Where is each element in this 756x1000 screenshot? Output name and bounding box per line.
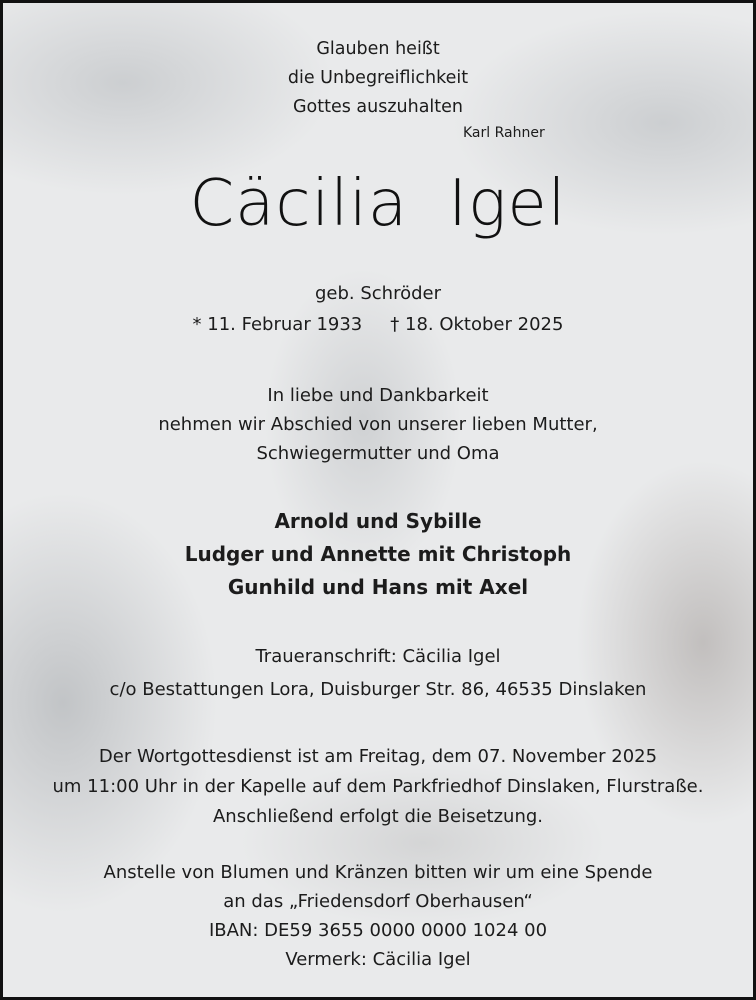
address-line: Traueranschrift: Cäcilia Igel xyxy=(255,646,501,667)
death-date: † 18. Oktober 2025 xyxy=(390,314,564,335)
service-line: um 11:00 Uhr in der Kapelle auf dem Parkfriedhof Dinslaken, Flurstraße. xyxy=(52,776,704,797)
obituary-notice xyxy=(3,3,753,997)
donation-reference: Vermerk: Cäcilia Igel xyxy=(285,949,471,970)
service-line: Der Wortgottesdienst ist am Freitag, dem 07. November 2025 xyxy=(98,746,658,767)
quote-author: Karl Rahner xyxy=(463,125,545,141)
address-line: c/o Bestattungen Lora, Duisburger Str. 86, 46535 Dinslaken xyxy=(109,679,647,700)
mourner: Gunhild und Hans mit Axel xyxy=(227,575,529,599)
quote-line: Gottes auszuhalten xyxy=(292,97,464,117)
birth-date: * 11. Februar 1933 xyxy=(192,314,363,335)
farewell-line: nehmen wir Abschied von unserer lieben Mutter, xyxy=(158,414,598,435)
life-dates xyxy=(3,314,753,336)
donation-line: Anstelle von Blumen und Kränzen bitten wir um eine Spende xyxy=(103,862,653,883)
mourner: Ludger und Annette mit Christoph xyxy=(184,542,572,566)
farewell-line: Schwiegermutter und Oma xyxy=(256,443,500,464)
farewell-line: In liebe und Dankbarkeit xyxy=(267,385,489,406)
donation-line: an das „Friedensdorf Oberhausen“ xyxy=(223,891,533,912)
quote-line: Glauben heißt xyxy=(316,39,440,59)
service-line: Anschließend erfolgt die Beisetzung. xyxy=(212,806,544,827)
first-name: Cäcilia xyxy=(189,167,409,241)
maiden-name: geb. Schröder xyxy=(314,283,442,304)
last-name: Igel xyxy=(448,167,567,241)
mourner: Arnold und Sybille xyxy=(274,509,482,533)
deceased-name xyxy=(3,166,753,242)
donation-iban: IBAN: DE59 3655 0000 0000 1024 00 xyxy=(208,920,548,941)
quote-line: die Unbegreiflichkeit xyxy=(287,68,469,88)
